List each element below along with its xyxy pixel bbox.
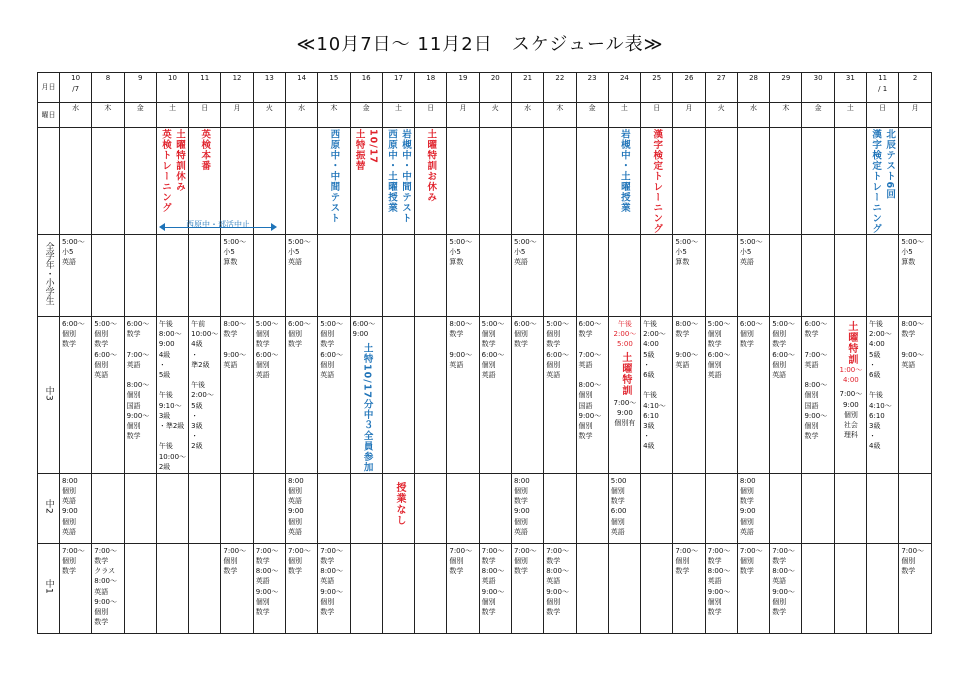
weekday-cell: 月 <box>673 103 705 128</box>
event-note: 西原中・土曜授業 <box>385 129 397 213</box>
class-entry: 8:00 個別 英語 9:00 個別 英語 <box>287 476 304 536</box>
schedule-cell <box>60 543 92 633</box>
row-label-all: 全学年・小学生 <box>38 235 60 317</box>
schedule-cell <box>608 235 640 317</box>
event-note: 漢字検定トレーニング <box>870 129 882 234</box>
weekday-cell: 火 <box>253 103 285 128</box>
schedule-cell <box>641 473 673 543</box>
schedule-cell <box>576 543 608 633</box>
class-entry: 5:00～ 個別 数学 6:00～ 個別 英語 <box>255 320 279 380</box>
event-note: 土曜特訓休み <box>173 129 185 192</box>
schedule-cell <box>285 473 317 543</box>
schedule-cell <box>802 235 834 317</box>
date-cell: 11 <box>189 73 221 103</box>
arrow-label: 西原中・部活中止 <box>186 220 250 229</box>
schedule-cell <box>673 473 705 543</box>
schedule-cell <box>60 473 92 543</box>
weekday-cell: 水 <box>285 103 317 128</box>
schedule-cell <box>576 473 608 543</box>
class-entry: 5:00～ 小5 英語 <box>513 238 537 267</box>
schedule-cell <box>641 317 673 474</box>
weekday-cell: 日 <box>641 103 673 128</box>
date-cell: 2 <box>899 73 932 103</box>
event-cell <box>770 128 802 235</box>
schedule-cell <box>867 235 899 317</box>
class-entry: 7:00～ 個別 数学 <box>62 546 85 576</box>
schedule-cell <box>899 317 932 474</box>
event-cell <box>867 128 899 235</box>
event-cell <box>124 128 156 235</box>
weekday-cell: 月 <box>447 103 479 128</box>
schedule-cell <box>189 317 221 474</box>
schedule-cell <box>156 235 188 317</box>
class-entry: 7:00～ 数学 クラス 8:00～ 英語 9:00～ 個別 数学 <box>94 546 118 627</box>
event-cell <box>705 128 737 235</box>
class-entry: 8:00 個別 数学 9:00 個別 英語 <box>513 476 530 536</box>
date-cell: 31 <box>834 73 866 103</box>
schedule-cell <box>608 543 640 633</box>
event-cell <box>641 128 673 235</box>
weekday-cell: 金 <box>350 103 382 128</box>
schedule-cell <box>447 543 479 633</box>
schedule-cell <box>447 473 479 543</box>
special-note: 土曜特訓 <box>619 351 631 396</box>
weekday-cell: 土 <box>156 103 188 128</box>
class-entry: 5:00～ 個別 数学 6:00～ 個別 英語 <box>481 320 505 380</box>
weekday-cell: 水 <box>60 103 92 128</box>
schedule-cell <box>221 235 253 317</box>
event-note: 岩槻中・土曜授業 <box>618 129 630 213</box>
event-cell <box>60 128 92 235</box>
schedule-cell <box>189 235 221 317</box>
schedule-cell <box>350 317 382 474</box>
weekday-cell: 水 <box>737 103 769 128</box>
schedule-cell <box>415 235 447 317</box>
date-cell: 16 <box>350 73 382 103</box>
class-entry: 5:00～ 個別 数学 6:00～ 個別 英語 <box>772 320 795 380</box>
class-entry: 7:00～ 9:00 個別 社会 理科 <box>839 390 863 440</box>
event-cell <box>899 128 932 235</box>
schedule-cell <box>479 543 511 633</box>
weekday-cell: 木 <box>544 103 576 128</box>
schedule-cell <box>511 235 543 317</box>
class-entry: 5:00～ 小5 算数 <box>449 238 473 267</box>
schedule-cell <box>447 317 479 474</box>
class-entry: 7:00～ 数学 8:00～ 英語 9:00～ 個別 数学 <box>546 546 569 617</box>
class-entry: 6:00～ 個別 数学 <box>62 320 85 349</box>
date-cell: 29 <box>770 73 802 103</box>
event-note: 岩槻中・中間テスト <box>399 129 411 224</box>
date-row <box>38 73 932 103</box>
class-entry: 1:00～ 4:00 <box>839 366 863 385</box>
schedule-cell <box>156 473 188 543</box>
class-entry: 8:00～ 数学 9:00～ 英語 <box>449 320 473 369</box>
class-entry: 5:00～ 個別 数学 6:00～ 個別 英語 <box>320 320 343 380</box>
class-entry: 7:00～ 個別 数学 <box>675 546 699 576</box>
date-cell: 30 <box>802 73 834 103</box>
class-entry: 7:00～ 数学 8:00～ 英語 9:00～ 個別 数学 <box>707 546 731 617</box>
schedule-cell <box>318 473 350 543</box>
class-entry: 7:00～ 個別 数学 <box>223 546 247 576</box>
schedule-cell <box>737 235 769 317</box>
grade3-row <box>38 317 932 474</box>
event-cell <box>447 128 479 235</box>
date-cell: 18 <box>415 73 447 103</box>
class-entry: 7:00～ 数学 8:00～ 英語 9:00～ 個別 数学 <box>320 546 343 617</box>
special-note: 授業なし <box>393 481 405 526</box>
event-cell <box>673 128 705 235</box>
schedule-cell <box>834 473 866 543</box>
weekday-cell: 月 <box>899 103 932 128</box>
weekday-cell: 土 <box>834 103 866 128</box>
class-entry: 6:00～ 個別 数学 <box>739 320 763 349</box>
schedule-cell <box>350 543 382 633</box>
schedule-cell <box>156 317 188 474</box>
schedule-table <box>37 72 932 634</box>
schedule-cell <box>479 473 511 543</box>
event-cell <box>834 128 866 235</box>
class-entry: 午前 10:00～ 4級 ・ 準2級 午後 2:00～ 5級 ・ 3級 ・ 2級 <box>191 320 219 451</box>
date-cell: 15 <box>318 73 350 103</box>
page-title: ≪10月7日～ 11月2日 スケジュール表≫ <box>296 34 664 55</box>
schedule-cell <box>382 543 414 633</box>
weekday-cell: 火 <box>705 103 737 128</box>
schedule-cell <box>285 317 317 474</box>
weekday-cell: 月 <box>221 103 253 128</box>
event-cell <box>350 128 382 235</box>
class-entry: 7:00～ 数学 8:00～ 英語 9:00～ 個別 数学 <box>481 546 505 617</box>
event-cell <box>479 128 511 235</box>
date-cell: 9 <box>124 73 156 103</box>
event-cell <box>92 128 124 235</box>
schedule-cell <box>253 543 285 633</box>
event-note: 土特振替 <box>353 129 365 171</box>
weekday-cell: 水 <box>511 103 543 128</box>
class-entry: 7:00～ 個別 数学 <box>449 546 473 576</box>
class-entry: 5:00～ 個別 数学 6:00～ 個別 英語 <box>546 320 569 380</box>
class-entry: 7:00～ 個別 数学 <box>513 546 537 576</box>
event-note: 英検本番 <box>199 129 211 171</box>
schedule-cell <box>544 235 576 317</box>
class-entry: 5:00～ 小5 英語 <box>287 238 311 267</box>
class-entry: 8:00～ 数学 9:00～ 英語 <box>901 320 925 369</box>
schedule-cell <box>60 235 92 317</box>
event-cell <box>608 128 640 235</box>
schedule-cell <box>382 235 414 317</box>
schedule-cell <box>382 473 414 543</box>
schedule-cell <box>479 317 511 474</box>
weekday-cell: 土 <box>608 103 640 128</box>
weekday-cell: 木 <box>770 103 802 128</box>
schedule-cell <box>350 235 382 317</box>
date-cell: 11 / 1 <box>867 73 899 103</box>
schedule-cell <box>737 473 769 543</box>
schedule-cell <box>350 473 382 543</box>
event-note: 英検トレーニング <box>159 129 171 213</box>
date-cell: 14 <box>285 73 317 103</box>
date-cell: 23 <box>576 73 608 103</box>
schedule-cell <box>673 235 705 317</box>
event-cell <box>511 128 543 235</box>
event-cell <box>544 128 576 235</box>
schedule-cell <box>899 543 932 633</box>
schedule-cell <box>608 473 640 543</box>
event-cell <box>382 128 414 235</box>
class-entry: 午後 8:00～ 9:00 4級 ・ 5級 午後 9:10～ 3級 ・準2級 午後 10:00～ 2級 <box>158 320 187 471</box>
schedule-cell <box>867 317 899 474</box>
event-cell <box>285 128 317 235</box>
schedule-cell <box>253 317 285 474</box>
class-entry: 5:00～ 小5 算数 <box>901 238 925 267</box>
schedule-cell <box>221 473 253 543</box>
event-note: 10/17 <box>367 129 379 164</box>
schedule-cell <box>156 543 188 633</box>
schedule-cell <box>60 317 92 474</box>
schedule-cell <box>511 317 543 474</box>
schedule-cell <box>318 543 350 633</box>
schedule-cell <box>253 473 285 543</box>
date-cell: 26 <box>673 73 705 103</box>
class-entry: 8:00～ 数学 9:00～ 英語 <box>223 320 247 369</box>
class-entry: 6:00～ 数学 7:00～ 英語 8:00～ 個別 国語 9:00～ 個別 数学 <box>804 320 828 441</box>
date-cell: 17 <box>382 73 414 103</box>
date-cell: 13 <box>253 73 285 103</box>
schedule-cell <box>770 473 802 543</box>
event-note: 北辰テスト6回 <box>884 129 896 200</box>
schedule-cell <box>770 543 802 633</box>
class-entry: 7:00～ 9:00 個別有 <box>613 398 637 428</box>
schedule-cell <box>318 317 350 474</box>
row-label-m3: 中3 <box>38 317 60 474</box>
date-cell: 10 <box>156 73 188 103</box>
weekday-row <box>38 103 932 128</box>
weekday-cell: 日 <box>189 103 221 128</box>
weekday-cell: 日 <box>415 103 447 128</box>
schedule-cell <box>867 473 899 543</box>
date-cell: 24 <box>608 73 640 103</box>
event-note: 漢字検定トレーニング <box>651 129 663 234</box>
schedule-cell <box>770 235 802 317</box>
weekday-cell: 土 <box>382 103 414 128</box>
date-cell: 21 <box>511 73 543 103</box>
weekday-cell: 金 <box>802 103 834 128</box>
schedule-cell <box>770 317 802 474</box>
class-entry: 6:00～ 個別 数学 <box>513 320 537 349</box>
class-entry: 7:00～ 数学 8:00～ 英語 9:00～ 個別 数学 <box>772 546 795 617</box>
weekday-cell: 日 <box>867 103 899 128</box>
schedule-cell <box>285 235 317 317</box>
event-cell <box>415 128 447 235</box>
schedule-cell <box>544 317 576 474</box>
schedule-cell <box>253 235 285 317</box>
class-entry: 午後 2:00～ 4:00 5級 ・ 6級 午後 4:10～ 6:10 3級 ・ 4級 <box>869 320 892 451</box>
class-entry: 6:00～ 数学 7:00～ 英語 8:00～ 個別 国語 9:00～ 個別 数学 <box>578 320 602 441</box>
schedule-cell <box>415 473 447 543</box>
weekday-cell: 火 <box>479 103 511 128</box>
event-note: 西原中・中間テスト <box>328 129 340 224</box>
class-entry: 午後 2:00～ 4:00 5級 ・ 6級 午後 4:10～ 6:10 3級 ・ 4級 <box>643 320 666 451</box>
schedule-cell <box>705 235 737 317</box>
schedule-cell <box>447 235 479 317</box>
schedule-cell <box>479 235 511 317</box>
schedule-cell <box>189 543 221 633</box>
grade1-row <box>38 543 932 633</box>
schedule-cell <box>802 317 834 474</box>
schedule-cell <box>415 317 447 474</box>
date-cell: 27 <box>705 73 737 103</box>
schedule-cell <box>221 543 253 633</box>
schedule-cell <box>802 543 834 633</box>
schedule-cell <box>511 543 543 633</box>
weekday-cell: 木 <box>92 103 124 128</box>
class-entry: 8:00～ 数学 9:00～ 英語 <box>675 320 699 369</box>
events-row-label <box>38 128 60 235</box>
date-cell: 10 /7 <box>60 73 92 103</box>
class-entry: 5:00～ 個別 数学 6:00～ 個別 英語 <box>94 320 118 380</box>
weekday-cell: 金 <box>576 103 608 128</box>
schedule-cell <box>641 235 673 317</box>
date-cell: 25 <box>641 73 673 103</box>
schedule-cell <box>92 317 124 474</box>
event-note: 土曜特訓お休み <box>425 129 437 203</box>
schedule-cell <box>415 543 447 633</box>
date-cell: 8 <box>92 73 124 103</box>
schedule-cell <box>124 317 156 474</box>
schedule-cell <box>544 473 576 543</box>
schedule-cell <box>285 543 317 633</box>
event-cell <box>802 128 834 235</box>
schedule-cell <box>802 473 834 543</box>
event-cell <box>737 128 769 235</box>
class-entry: 5:00～ 小5 算数 <box>223 238 247 267</box>
schedule-cell <box>899 235 932 317</box>
schedule-cell <box>92 473 124 543</box>
schedule-cell <box>834 235 866 317</box>
schedule-cell <box>318 235 350 317</box>
date-cell: 28 <box>737 73 769 103</box>
date-cell: 19 <box>447 73 479 103</box>
schedule-cell <box>834 317 866 474</box>
event-cell <box>318 128 350 235</box>
class-entry: 午後 2:00～ 5:00 <box>613 320 637 349</box>
schedule-cell <box>705 317 737 474</box>
class-entry: 5:00～ 小5 算数 <box>675 238 699 267</box>
schedule-cell <box>867 543 899 633</box>
date-cell: 22 <box>544 73 576 103</box>
schedule-cell <box>608 317 640 474</box>
schedule-cell <box>737 317 769 474</box>
schedule-cell <box>576 235 608 317</box>
schedule-cell <box>737 543 769 633</box>
weekday-header-label: 曜日 <box>38 103 60 128</box>
schedule-cell <box>641 543 673 633</box>
weekday-cell: 金 <box>124 103 156 128</box>
schedule-cell <box>705 473 737 543</box>
schedule-cell <box>544 543 576 633</box>
schedule-cell <box>92 235 124 317</box>
row-label-m1: 中1 <box>38 543 60 633</box>
schedule-cell <box>834 543 866 633</box>
row-label-m2: 中2 <box>38 473 60 543</box>
club-cancel-arrow <box>159 220 277 234</box>
schedule-cell <box>673 317 705 474</box>
special-note: 土曜特訓 <box>845 321 857 365</box>
class-entry: 7:00～ 個別 数学 <box>287 546 311 576</box>
schedule-cell <box>705 543 737 633</box>
class-entry: 7:00～ 個別 数学 <box>901 546 925 576</box>
class-entry: 6:00～ 数学 7:00～ 英語 8:00～ 個別 国語 9:00～ 個別 数学 <box>126 320 150 441</box>
schedule-cell <box>221 317 253 474</box>
weekday-cell: 木 <box>318 103 350 128</box>
schedule-cell <box>899 473 932 543</box>
class-entry: 6:00～ 個別 数学 <box>287 320 311 349</box>
date-header-label: 月日 <box>38 73 60 103</box>
schedule-cell <box>189 473 221 543</box>
schedule-cell <box>124 235 156 317</box>
class-entry: 8:00 個別 数学 9:00 個別 英語 <box>739 476 756 536</box>
event-cell <box>576 128 608 235</box>
schedule-cell <box>673 543 705 633</box>
class-entry: 5:00～ 小5 英語 <box>62 238 85 267</box>
class-entry: 7:00～ 個別 数学 <box>739 546 763 576</box>
schedule-cell <box>92 543 124 633</box>
class-entry: 5:00 個別 数学 6:00 個別 英語 <box>610 476 627 536</box>
class-entry: 5:00～ 個別 数学 6:00～ 個別 英語 <box>707 320 731 380</box>
schedule-cell <box>124 543 156 633</box>
grade2-row <box>38 473 932 543</box>
schedule-cell <box>382 317 414 474</box>
special-note: 土特10/17分中３全員参加 <box>361 343 373 473</box>
schedule-cell <box>124 473 156 543</box>
class-entry: 7:00～ 数学 8:00～ 英語 9:00～ 個別 数学 <box>255 546 279 617</box>
schedule-cell <box>511 473 543 543</box>
class-entry: 5:00～ 小5 英語 <box>739 238 763 267</box>
class-entry: 8:00 個別 英語 9:00 個別 英語 <box>62 476 78 536</box>
schedule-cell <box>576 317 608 474</box>
date-cell: 12 <box>221 73 253 103</box>
date-cell: 20 <box>479 73 511 103</box>
class-entry: 6:00～ 9:00 <box>352 320 376 339</box>
all-grades-row <box>38 235 932 317</box>
